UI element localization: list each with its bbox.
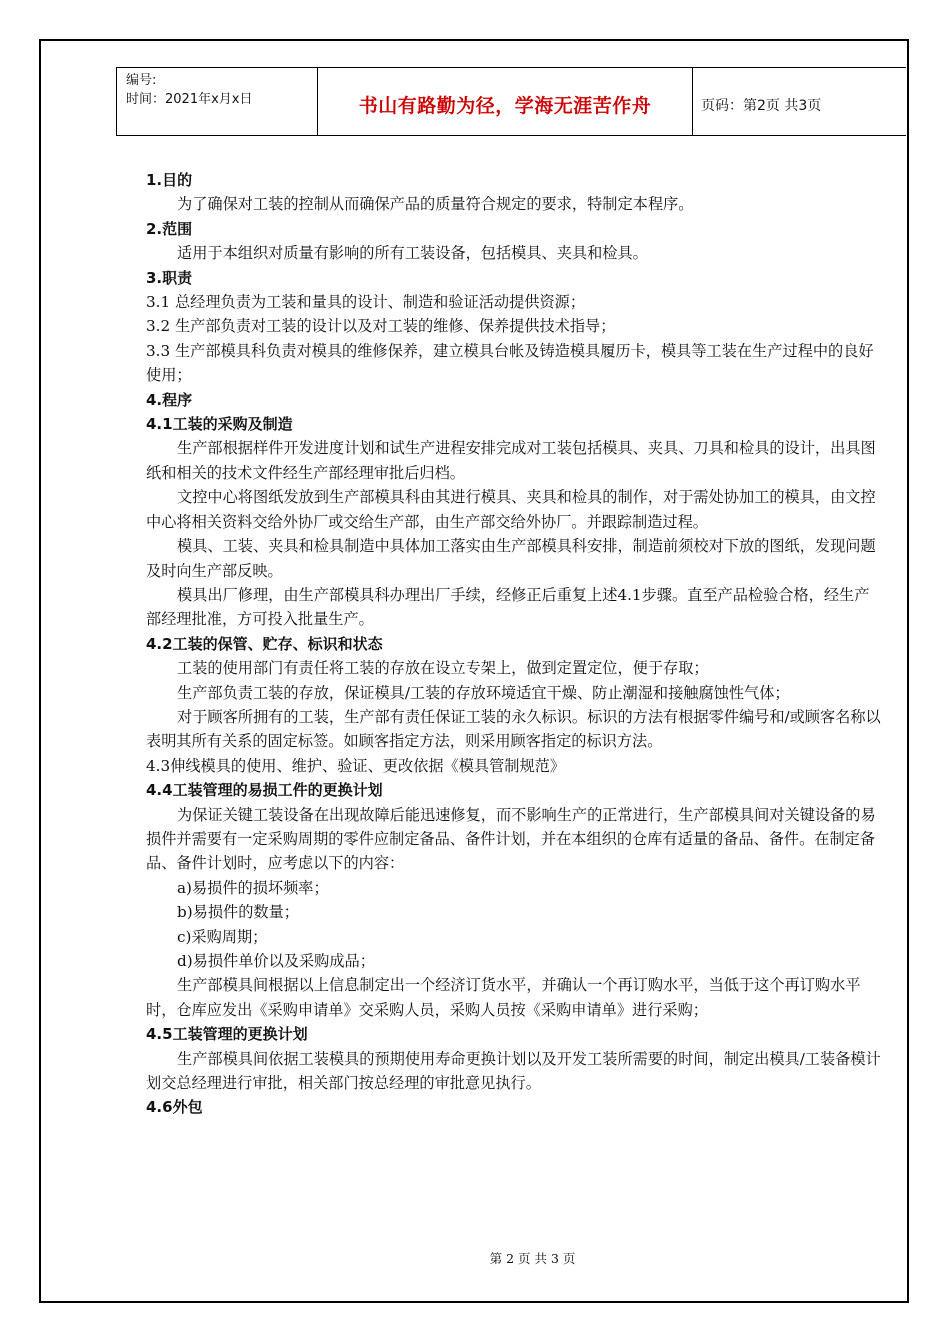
subsection-title: 4.1工装的采购及制造	[146, 415, 293, 434]
list-item: b)易损件的数量；	[177, 903, 299, 922]
paragraph: 为了确保对工装的控制从而确保产品的质量符合规定的要求，特制定本程序。	[177, 195, 694, 214]
list-item: d)易损件单价以及采购成品；	[177, 952, 375, 970]
paragraph: 文控中心将图纸发放到生产部模具科由其进行模具、夹具和检具的制作，对于需处协加工的模具，由文控中心将相关资料交给外协厂或交给生产部，由生产部交给外协厂。并跟踪制造过程。	[146, 488, 876, 531]
paragraph: 对于顾客所拥有的工装，生产部有责任保证工装的永久标识。标识的方法有根据零件编号和/或顾客名称以表明其所有关系的固定标签。如顾客指定方法，则采用顾客指定的标识方法。	[146, 707, 881, 751]
page-label: 页码：第2页 共3页	[701, 97, 822, 114]
paragraph: 生产部模具间依据工装模具的预期使用寿命更换计划以及开发工装所需要的时间，制定出模具/工装备模计划交总经理进行审批，相关部门按总经理的审批意见执行。	[146, 1049, 881, 1093]
section-title-procedure: 4.程序	[146, 390, 193, 409]
document-body	[146, 168, 884, 1120]
header-motto-cell	[318, 68, 693, 135]
list-item: c)采购周期；	[177, 927, 268, 946]
list-item: 3.2 生产部负责对工装的设计以及对工装的维修、保养提供技术指导；	[146, 317, 616, 336]
subsection-line: 4.3伸线模具的使用、维护、验证、更改依据《模具管制规范》	[146, 756, 566, 775]
paragraph: 生产部模具间根据以上信息制定出一个经济订货水平，并确认一个再订购水平，当低于这个再订购水平时，仓库应发出《采购申请单》交采购人员，采购人员按《采购申请单》进行采购；	[146, 976, 861, 1019]
document-header	[116, 67, 906, 136]
page-footer: 第 2 页 共 3 页	[489, 1251, 576, 1266]
section-title-scope: 2.范围	[146, 219, 193, 238]
section-title-purpose: 1.目的	[146, 171, 193, 189]
list-item: 3.1 总经理负责为工装和量具的设计、制造和验证活动提供资源；	[146, 293, 586, 312]
paragraph: 生产部根据样件开发进度计划和试生产进程安排完成对工装包括模具、夹具、刀具和检具的设计，出具图纸和相关的技术文件经生产部经理审批后归档。	[146, 439, 876, 482]
subsection-title: 4.2工装的保管、贮存、标识和状态	[146, 634, 383, 653]
subsection-title: 4.4工装管理的易损工件的更换计划	[146, 781, 383, 800]
motto-text: 书山有路勤为径，学海无涯苦作舟	[358, 95, 652, 117]
section-title-responsibilities: 3.职责	[146, 268, 193, 287]
subsection-title: 4.6外包	[146, 1098, 203, 1117]
header-info-cell	[117, 68, 318, 135]
number-label: 编号:	[126, 73, 157, 88]
paragraph: 生产部负责工装的存放，保证模具/工装的存放环境适宜干燥、防止潮湿和接触腐蚀性气体；	[177, 683, 790, 702]
paragraph: 模具出厂修理，由生产部模具科办理出厂手续，经修正后重复上述4.1步骤。直至产品检验合格，经生产部经理批准，方可投入批量生产。	[146, 585, 870, 629]
list-item: a)易损件的损坏频率；	[177, 878, 329, 897]
paragraph: 模具、工装、夹具和检具制造中具体加工落实由生产部模具科安排，制造前须校对下放的图纸，发现问题及时向生产部反映。	[146, 537, 876, 580]
paragraph: 工装的使用部门有责任将工装的存放在设立专架上，做到定置定位，便于存取；	[177, 659, 709, 678]
list-item: 3.3 生产部模具科负责对模具的维修保养，建立模具台帐及铸造模具履历卡，模具等工装在生产过程中的良好使用；	[146, 341, 874, 385]
paragraph: 为保证关键工装设备在出现故障后能迅速修复，而不影响生产的正常进行，生产部模具间对关键设备的易损件并需要有一定采购周期的零件应制定备品、备件计划，并在本组织的仓库有适量的备品、备件。在制定备品、备件计划时，应考虑以下的内容：	[146, 805, 876, 873]
paragraph: 适用于本组织对质量有影响的所有工装设备，包括模具、夹具和检具。	[177, 244, 648, 263]
time-label: 时间：2021年x月x日	[126, 92, 253, 107]
header-page-cell	[693, 68, 907, 135]
subsection-title: 4.5工装管理的更换计划	[146, 1025, 308, 1044]
